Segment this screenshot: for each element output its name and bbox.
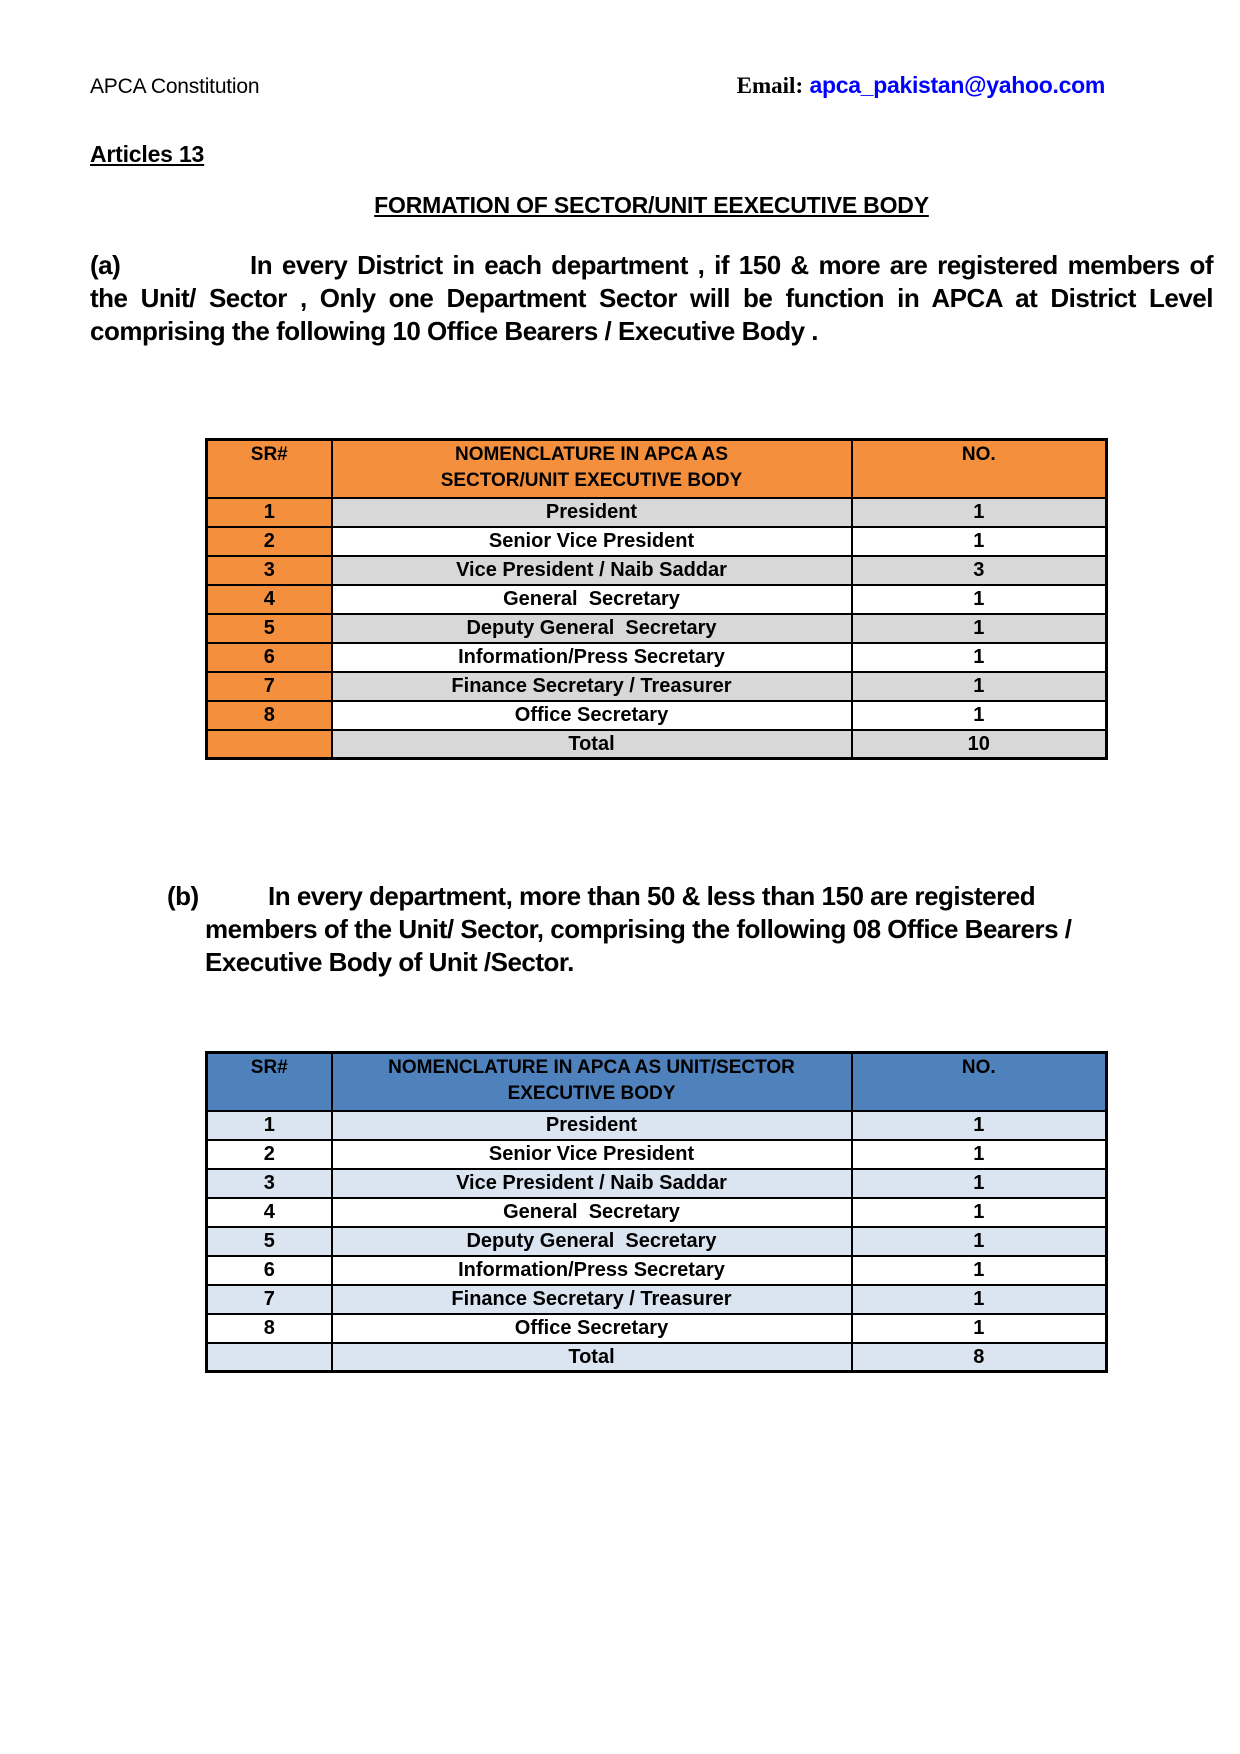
nomenclature-cell: Office Secretary — [332, 1314, 852, 1343]
nomenclature-cell: Senior Vice President — [332, 1140, 852, 1169]
sr-cell: 6 — [207, 643, 332, 672]
table-row — [207, 1314, 1107, 1343]
nomenclature-cell: Finance Secretary / Treasurer — [332, 672, 852, 701]
unit-executive-body-table — [205, 1051, 1108, 1373]
table-row — [207, 1285, 1107, 1314]
table-row — [207, 672, 1107, 701]
nomenclature-cell: Vice President / Naib Saddar — [332, 1169, 852, 1198]
sr-column-header: SR# — [207, 1053, 332, 1111]
no-cell: 1 — [852, 1285, 1107, 1314]
no-column-header: NO. — [852, 440, 1107, 498]
nomenclature-cell: Information/Press Secretary — [332, 1256, 852, 1285]
nomenclature-cell: General Secretary — [332, 1198, 852, 1227]
document-title: APCA Constitution — [90, 75, 260, 98]
page-header — [90, 72, 1105, 99]
nomenclature-cell: Deputy General Secretary — [332, 1227, 852, 1256]
email-label: Email: — [736, 73, 804, 98]
table-row — [207, 701, 1107, 730]
sr-cell: 8 — [207, 701, 332, 730]
no-cell: 1 — [852, 643, 1107, 672]
sr-cell: 6 — [207, 1256, 332, 1285]
sr-cell: 8 — [207, 1314, 332, 1343]
no-cell: 1 — [852, 1314, 1107, 1343]
district-executive-body-table — [205, 438, 1108, 760]
nomenclature-header-line2: SECTOR/UNIT EXECUTIVE BODY — [440, 470, 743, 491]
no-cell: 10 — [852, 730, 1107, 759]
nomenclature-cell: Deputy General Secretary — [332, 614, 852, 643]
nomenclature-cell: Vice President / Naib Saddar — [332, 556, 852, 585]
no-cell: 1 — [852, 1256, 1107, 1285]
nomenclature-header-line1: NOMENCLATURE IN APCA AS — [454, 444, 729, 465]
sr-cell: 1 — [207, 498, 332, 527]
sr-cell: 2 — [207, 527, 332, 556]
paragraph-b — [167, 880, 1090, 979]
no-cell: 1 — [852, 527, 1107, 556]
paragraph-b-label: (b) — [167, 881, 199, 911]
articles-heading: Articles 13 — [90, 141, 205, 167]
table-row — [207, 527, 1107, 556]
nomenclature-cell: Total — [332, 730, 852, 759]
sr-cell: 2 — [207, 1140, 332, 1169]
table-row — [207, 556, 1107, 585]
no-cell: 1 — [852, 1169, 1107, 1198]
no-cell: 1 — [852, 701, 1107, 730]
no-cell: 1 — [852, 1140, 1107, 1169]
table-row — [207, 643, 1107, 672]
table-row — [207, 585, 1107, 614]
no-column-header: NO. — [852, 1053, 1107, 1111]
nomenclature-column-header — [332, 440, 852, 498]
paragraph-a-label: (a) — [90, 250, 121, 280]
table-row — [207, 1256, 1107, 1285]
nomenclature-cell: Senior Vice President — [332, 527, 852, 556]
paragraph-b-text: In every department, more than 50 & less than 150 are registered members of the Unit/ Sector, comprising the following 08 Office Bearers / Executive Body of Unit /Sector. — [205, 881, 1072, 977]
table-row — [207, 1343, 1107, 1372]
email-line — [737, 72, 1105, 99]
no-cell: 1 — [852, 672, 1107, 701]
nomenclature-cell: Office Secretary — [332, 701, 852, 730]
sr-cell: 5 — [207, 614, 332, 643]
nomenclature-cell: President — [332, 1111, 852, 1140]
sr-cell — [207, 1343, 332, 1372]
sr-cell: 7 — [207, 672, 332, 701]
sr-cell: 1 — [207, 1111, 332, 1140]
nomenclature-header-line2: EXECUTIVE BODY — [507, 1083, 676, 1104]
table-row — [207, 730, 1107, 759]
nomenclature-cell: General Secretary — [332, 585, 852, 614]
no-cell: 3 — [852, 556, 1107, 585]
sr-column-header: SR# — [207, 440, 332, 498]
email-link[interactable]: apca_pakistan@yahoo.com — [809, 72, 1105, 98]
sr-cell: 3 — [207, 1169, 332, 1198]
sr-cell — [207, 730, 332, 759]
table-row — [207, 614, 1107, 643]
nomenclature-cell: Information/Press Secretary — [332, 643, 852, 672]
no-cell: 1 — [852, 585, 1107, 614]
sr-cell: 4 — [207, 1198, 332, 1227]
sr-cell: 5 — [207, 1227, 332, 1256]
no-cell: 1 — [852, 1227, 1107, 1256]
table-row — [207, 1111, 1107, 1140]
sr-cell: 7 — [207, 1285, 332, 1314]
no-cell: 1 — [852, 1198, 1107, 1227]
table-row — [207, 498, 1107, 527]
table-row — [207, 1169, 1107, 1198]
nomenclature-cell: President — [332, 498, 852, 527]
table-header-row — [207, 1053, 1107, 1111]
nomenclature-header-line1: NOMENCLATURE IN APCA AS UNIT/SECTOR — [388, 1057, 795, 1078]
sr-cell: 3 — [207, 556, 332, 585]
no-cell: 1 — [852, 1111, 1107, 1140]
no-cell: 8 — [852, 1343, 1107, 1372]
table-header-row — [207, 440, 1107, 498]
nomenclature-cell: Total — [332, 1343, 852, 1372]
nomenclature-cell: Finance Secretary / Treasurer — [332, 1285, 852, 1314]
table-row — [207, 1227, 1107, 1256]
table-row — [207, 1140, 1107, 1169]
nomenclature-column-header — [332, 1053, 852, 1111]
section-title: FORMATION OF SECTOR/UNIT EEXECUTIVE BODY — [374, 192, 929, 218]
table-row — [207, 1198, 1107, 1227]
sr-cell: 4 — [207, 585, 332, 614]
no-cell: 1 — [852, 614, 1107, 643]
paragraph-a-text: In every District in each department , if 150 & more are registered members of the Unit/ Sector , Only one Department Sector will be function in APCA at District Level comprising the following 10 Office Bearers / Executive Body . — [90, 250, 1213, 346]
paragraph-a — [90, 249, 1213, 348]
no-cell: 1 — [852, 498, 1107, 527]
